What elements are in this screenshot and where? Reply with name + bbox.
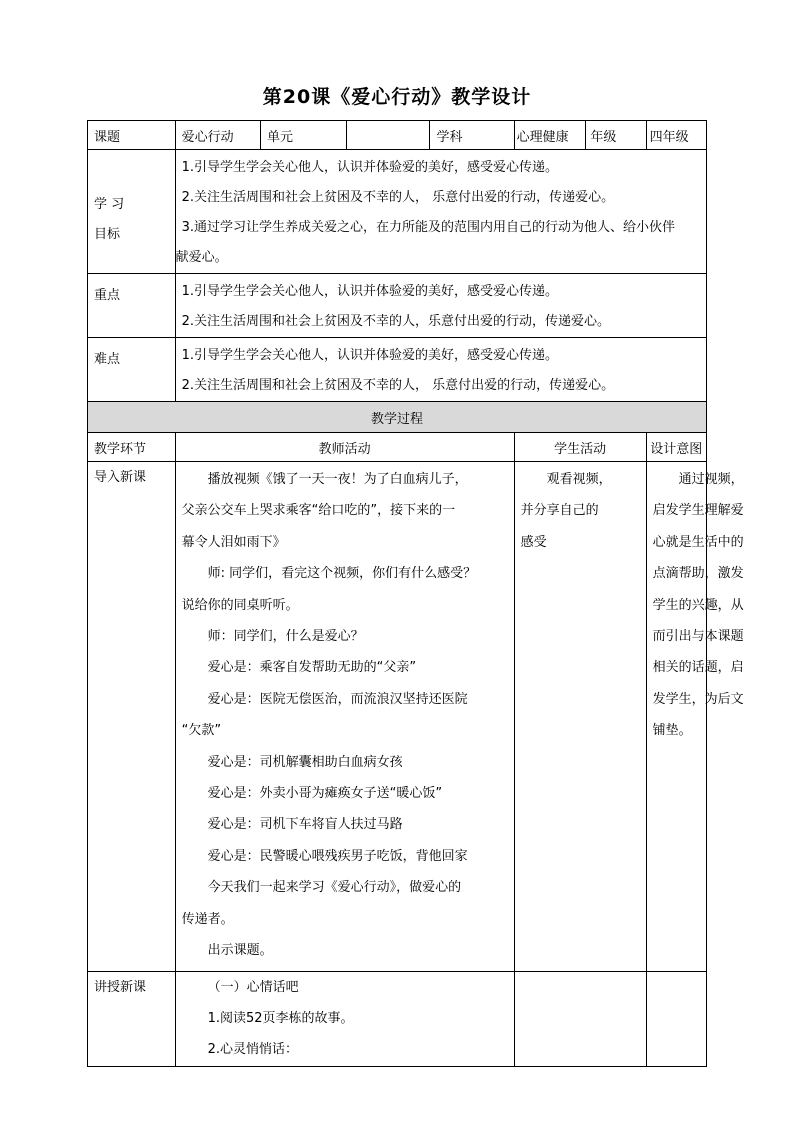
intent-line: 铺垫。: [652, 723, 692, 739]
intent-line: 发学生，为后文: [652, 691, 744, 707]
difficulties-row: [88, 338, 707, 402]
key-points-content: [175, 274, 706, 338]
teacher-line: （一）心情话吧: [207, 979, 299, 995]
key-points-row: [88, 274, 707, 338]
intent-line: 点滴帮助，激发: [652, 566, 744, 582]
intent-line: 启发学生理解爱: [652, 503, 744, 519]
intent-line: 心就是生活中的: [652, 534, 744, 550]
intro-stage: 导入新课: [88, 462, 176, 972]
objective-item: 3.通过学习让学生养成关爱之心，在力所能及的范围内用自己的行动为他人、给小伙伴: [181, 220, 676, 235]
intent-line: 通过视频，: [678, 472, 744, 487]
lesson-teacher: [175, 971, 514, 1066]
grade-label: 年级: [586, 121, 646, 150]
intent-line: 相关的话题，启: [652, 660, 744, 676]
teacher-line: “欠款”: [181, 723, 222, 739]
objectives-label-line1: 学 习: [94, 197, 125, 212]
difficulty-item: 2.关注生活周围和社会上贫困及不幸的人， 乐意付出爱的行动，传递爱心。: [181, 378, 615, 393]
intent-line: 学生的兴趣，从: [652, 597, 744, 613]
teacher-line: 出示课题。: [207, 943, 273, 959]
teacher-line: 播放视频《饿了一天一夜！为了白血病儿子，: [207, 472, 468, 487]
intent-line: 而引出与本课题: [652, 629, 744, 645]
intro-student: [514, 462, 646, 972]
teacher-line: 师：同学们，什么是爱心？: [207, 629, 364, 645]
subject-value: 心理健康: [514, 121, 586, 150]
teacher-line: 说给你的同桌听听。: [181, 597, 299, 613]
difficulties-label: 难点: [88, 338, 176, 402]
col-student: 学生活动: [514, 433, 646, 462]
subject-label: 学科: [430, 121, 514, 150]
objectives-row: [88, 150, 707, 274]
objectives-content: [175, 150, 706, 274]
teacher-line: 父亲公交车上哭求乘客“给口吃的”，接下来的一: [181, 503, 456, 519]
difficulties-content: [175, 338, 706, 402]
teacher-line: 师: 同学们，看完这个视频，你们有什么感受？: [207, 566, 477, 582]
process-column-headers: [88, 433, 707, 462]
key-points-label: 重点: [88, 274, 176, 338]
teacher-line: 2.心灵悄悄话：: [207, 1042, 299, 1058]
key-point-item: 2.关注生活周围和社会上贫困及不幸的人，乐意付出爱的行动，传递爱心。: [181, 314, 611, 329]
objectives-label: [88, 150, 176, 274]
student-line: 并分享自己的: [520, 503, 599, 519]
page-title: 第20课《爱心行动》教学设计: [262, 86, 532, 108]
teacher-line: 爱心是：司机解囊相助白血病女孩: [207, 754, 403, 770]
lesson-stage: 讲授新课: [88, 971, 176, 1066]
objectives-label-line2: 目标: [94, 227, 121, 242]
teacher-line: 传递者。: [181, 911, 234, 927]
lesson-row: [88, 971, 707, 1066]
header-row: [88, 121, 707, 150]
col-teacher: 教师活动: [175, 433, 514, 462]
key-point-item: 1.引导学生学会关心他人，认识并体验爱的美好，感受爱心传递。: [181, 284, 559, 299]
intro-intent: [646, 462, 744, 972]
col-intent: 设计意图: [646, 433, 706, 462]
student-line: 观看视频，: [546, 472, 612, 487]
student-line: 感受: [520, 534, 547, 550]
objective-item: 献爱心。: [175, 250, 228, 265]
difficulty-item: 1.引导学生学会关心他人，认识并体验爱的美好，感受爱心传递。: [181, 348, 559, 363]
objective-item: 1.引导学生学会关心他人，认识并体验爱的美好，感受爱心传递。: [181, 160, 559, 175]
topic-label: 课题: [88, 121, 176, 150]
unit-label: 单元: [260, 121, 346, 150]
teacher-line: 爱心是：司机下车将盲人扶过马路: [207, 817, 403, 833]
grade-value: 四年级: [646, 121, 706, 150]
unit-value: [347, 121, 430, 150]
teacher-line: 爱心是：医院无偿医治，而流浪汉坚持还医院: [207, 691, 468, 707]
topic-value: 爱心行动: [175, 121, 260, 150]
teacher-line: 爱心是：外卖小哥为瘫痪女子送“暖心饭”: [207, 786, 443, 802]
process-band: [88, 402, 707, 433]
teacher-line: 爱心是：民警暖心喂残疾男子吃饭，背他回家: [207, 848, 468, 864]
teacher-line: 1.阅读52页李栋的故事。: [207, 1010, 354, 1026]
process-band-label: 教学过程: [88, 402, 707, 433]
lesson-plan-table: [87, 120, 744, 1067]
col-stage: 教学环节: [88, 433, 176, 462]
intro-row: [88, 462, 707, 972]
teacher-line: 今天我们一起来学习《爱心行动》，做爱心的: [207, 880, 462, 896]
intro-teacher: [175, 462, 514, 972]
teacher-line: 幕令人泪如雨下》: [181, 534, 286, 550]
lesson-student: [514, 971, 646, 1066]
lesson-intent: [646, 971, 706, 1066]
teacher-line: 爱心是：乘客自发帮助无助的“父亲”: [207, 660, 417, 676]
objective-item: 2.关注生活周围和社会上贫困及不幸的人， 乐意付出爱的行动，传递爱心。: [181, 190, 615, 205]
